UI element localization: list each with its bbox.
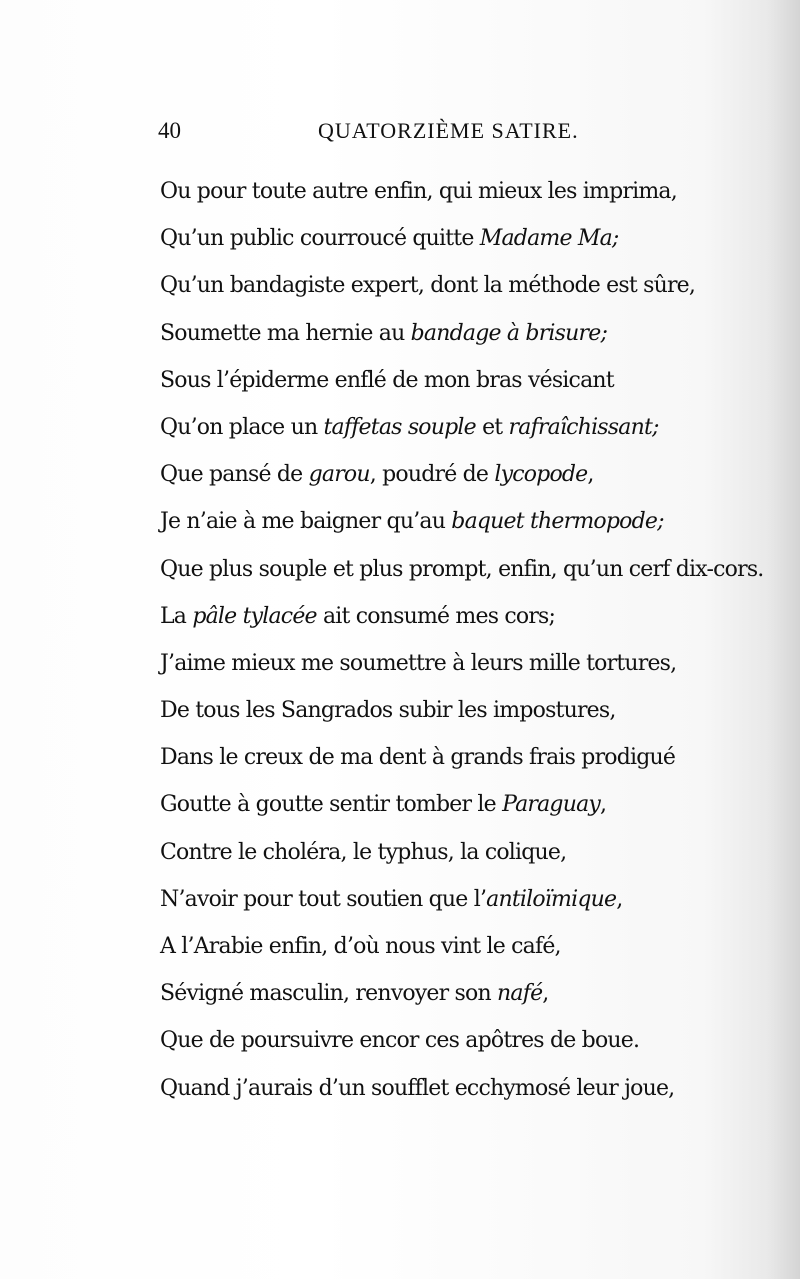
verse-line — [160, 734, 760, 781]
verse-italic-text: taffetas souple — [323, 414, 476, 440]
verse-line — [160, 1017, 760, 1064]
verse-text: Contre le choléra, le typhus, la colique, — [160, 839, 567, 865]
verse-line — [160, 970, 760, 1017]
verse-italic-text: pâle tylacée — [192, 603, 317, 629]
verse-text: Qu’un public courroucé quitte — [160, 226, 480, 252]
verse-italic-text: garou — [308, 462, 370, 488]
verse-line — [160, 168, 760, 215]
verse-text: Ou pour toute autre enfin, qui mieux les imprima, — [160, 179, 677, 204]
verse-italic-text: lycopode — [494, 462, 588, 488]
verse-text: ait consumé mes cors; — [316, 603, 556, 629]
verse-italic-text: Madame Ma; — [479, 226, 619, 252]
verse-text: , — [600, 792, 607, 818]
verse-text: Sévigné masculin, renvoyer son — [160, 981, 498, 1007]
verse-text: J’aime mieux me soumettre à leurs mille tortures, — [160, 650, 677, 676]
verse-line — [160, 1065, 760, 1112]
verse-italic-text: baquet thermopode; — [451, 509, 664, 535]
verse-line — [160, 687, 760, 734]
page-number: 40 — [158, 118, 181, 143]
verse-text: , — [542, 981, 549, 1007]
verse-text: N’avoir pour tout soutien que l’ — [160, 886, 487, 912]
verse-text: Sous l’épiderme enflé de mon bras vésicant — [160, 367, 614, 393]
verse-line — [160, 310, 760, 357]
verse-italic-text: Paraguay — [502, 792, 601, 818]
verse-text: , poudré de — [369, 462, 495, 488]
verse-line — [160, 357, 760, 404]
verse-text: , — [616, 886, 623, 912]
verse-italic-text: rafraîchissant; — [508, 414, 659, 440]
verse-line — [160, 593, 760, 640]
verse-text: Dans le creux de ma dent à grands frais prodigué — [160, 745, 676, 771]
verse-text: Je n’aie à me baigner qu’au — [160, 509, 452, 535]
verse-line — [160, 546, 764, 593]
verse-line — [160, 640, 760, 687]
verse-text: Que pansé de — [160, 462, 309, 488]
verse-text: Qu’on place un — [160, 414, 324, 440]
verse-line — [160, 876, 760, 923]
verse-italic-text: nafé — [497, 981, 543, 1007]
verse-line — [160, 404, 760, 451]
verse-text: Que de poursuivre encor ces apôtres de boue. — [160, 1028, 640, 1054]
verse-line — [160, 262, 760, 309]
verse-italic-text: antiloïmique — [486, 886, 617, 912]
verse-text: et — [475, 414, 509, 440]
verse-text: Goutte à goutte sentir tomber le — [160, 792, 503, 818]
verse-text: De tous les Sangrados subir les impostures, — [160, 698, 616, 724]
verse-text: Que plus souple et plus prompt, enfin, qu’un cerf dix-cors. — [160, 556, 764, 582]
verse-line — [160, 215, 760, 262]
verse-text: Quand j’aurais d’un soufflet ecchymosé leur joue, — [160, 1075, 675, 1101]
verse-line — [160, 498, 760, 545]
verse-text: A l’Arabie enfin, d’où nous vint le café, — [160, 934, 561, 959]
verse-text: , — [587, 462, 594, 488]
verse-text: La — [160, 603, 193, 629]
verse-line — [160, 451, 760, 498]
verse-text: Soumette ma hernie au — [160, 320, 411, 346]
running-title: QUATORZIÈME SATIRE. — [318, 118, 579, 143]
verse-line — [160, 923, 760, 970]
verse-line — [160, 829, 760, 876]
verse-text: Qu’un bandagiste expert, dont la méthode est sûre, — [160, 273, 696, 299]
poem-verses — [160, 168, 764, 1112]
page-header — [158, 112, 738, 152]
verse-italic-text: bandage à brisure; — [410, 320, 608, 346]
verse-line — [160, 781, 760, 828]
